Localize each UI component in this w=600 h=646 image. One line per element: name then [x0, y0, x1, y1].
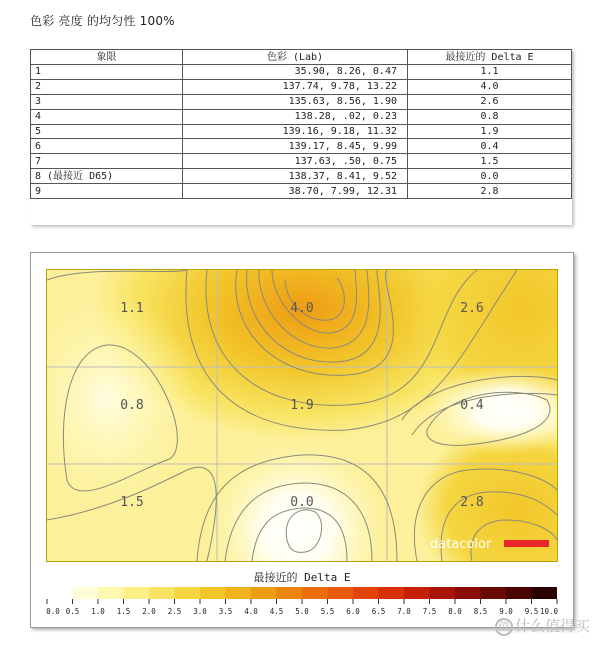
color-scale-cell	[532, 587, 558, 599]
color-scale-cell	[149, 587, 175, 599]
table-row	[31, 184, 572, 199]
lab-cell: 137.74, 9.78, 13.22	[183, 79, 408, 94]
color-scale-tick-label: 0.5	[65, 607, 80, 616]
delta-e-cell: 0.4	[408, 139, 572, 154]
color-scale-cell	[379, 587, 405, 599]
lab-cell: 139.17, 8.45, 9.99	[183, 139, 408, 154]
color-scale-tick-label: 4.5	[269, 607, 284, 616]
color-scale-tick-label: 7.5	[422, 607, 437, 616]
cell-value-label: 0.4	[460, 398, 484, 413]
cell-value-label: 4.0	[290, 301, 314, 316]
delta-e-cell: 1.5	[408, 154, 572, 169]
color-scale-tick-label: 2.0	[142, 607, 156, 616]
color-scale-tick-label: 7.0	[397, 607, 411, 616]
lab-cell: 135.63, 8.56, 1.90	[183, 94, 408, 109]
lab-cell: 138.37, 8.41, 9.52	[183, 169, 408, 184]
color-scale-ticks	[46, 599, 558, 616]
table-row	[31, 124, 572, 139]
quadrant-cell: 2	[31, 79, 183, 94]
delta-e-cell: 2.8	[408, 184, 572, 199]
color-scale-cell	[455, 587, 481, 599]
color-scale-cell	[353, 587, 379, 599]
lab-cell: 35.90, 8.26, 0.47	[183, 65, 408, 80]
quadrant-cell: 9	[31, 184, 183, 199]
brand-logo-text: datacolor	[430, 537, 492, 552]
color-scale	[46, 587, 558, 621]
cell-value-label: 0.8	[120, 398, 144, 413]
uniformity-map	[46, 269, 558, 562]
table-row	[31, 79, 572, 94]
quadrant-cell: 1	[31, 65, 183, 80]
color-scale-tick-label: 1.5	[116, 607, 131, 616]
color-scale-tick-label: 8.0	[448, 607, 462, 616]
uniformity-heatmap-svg	[47, 270, 557, 561]
lab-cell: 137.63, .50, 0.75	[183, 154, 408, 169]
quadrant-cell: 5	[31, 124, 183, 139]
watermark	[495, 615, 590, 636]
cell-value-label: 1.1	[120, 301, 144, 316]
quadrant-cell: 8 (最接近 D65)	[31, 169, 183, 184]
watermark-text: 什么值得买	[514, 617, 590, 635]
lab-cell: 38.70, 7.99, 12.31	[183, 184, 408, 199]
color-scale-cell	[124, 587, 150, 599]
color-scale-tick-label: 6.0	[346, 607, 360, 616]
color-scale-tick-label: 0.0	[46, 607, 60, 616]
color-scale-cell	[328, 587, 354, 599]
color-scale-tick-label: 5.5	[320, 607, 335, 616]
quadrant-cell: 7	[31, 154, 183, 169]
cell-value-label: 0.0	[290, 495, 314, 510]
delta-e-cell: 2.6	[408, 94, 572, 109]
cell-value-label: 1.9	[290, 398, 314, 413]
color-scale-cell	[226, 587, 252, 599]
color-scale-cell	[98, 587, 124, 599]
color-scale-cell	[47, 587, 73, 599]
cell-value-label: 2.6	[460, 301, 484, 316]
table-header-row	[31, 50, 572, 65]
table-row	[31, 154, 572, 169]
lab-table-container	[30, 49, 572, 225]
color-scale-cell	[404, 587, 430, 599]
color-scale-tick-label: 10.0	[539, 607, 558, 616]
color-scale-tick-label: 5.0	[295, 607, 309, 616]
lab-cell: 138.28, .02, 0.23	[183, 109, 408, 124]
color-scale-tick-label: 3.5	[218, 607, 233, 616]
quadrant-cell: 4	[31, 109, 183, 124]
color-scale-cell	[251, 587, 277, 599]
color-scale-tick-label: 1.0	[91, 607, 105, 616]
brand-logo-bar	[504, 540, 549, 547]
color-scale-cell	[506, 587, 532, 599]
delta-e-cell: 0.0	[408, 169, 572, 184]
color-scale-cell	[302, 587, 328, 599]
delta-e-cell: 0.8	[408, 109, 572, 124]
delta-e-cell: 1.1	[408, 65, 572, 80]
lab-table	[30, 49, 572, 199]
color-scale-cell	[430, 587, 456, 599]
table-row	[31, 109, 572, 124]
page-title: 色彩 亮度 的均匀性 100%	[30, 14, 175, 28]
delta-e-cell: 1.9	[408, 124, 572, 139]
color-scale-tick-label: 3.0	[193, 607, 207, 616]
color-scale-tick-label: 9.0	[499, 607, 513, 616]
color-scale-tick-label: 6.5	[371, 607, 386, 616]
color-scale-cell	[175, 587, 201, 599]
lab-cell: 139.16, 9.18, 11.32	[183, 124, 408, 139]
delta-e-cell: 4.0	[408, 79, 572, 94]
table-row	[31, 94, 572, 109]
cell-value-label: 1.5	[120, 495, 144, 510]
color-scale-cell	[73, 587, 99, 599]
uniformity-map-panel	[30, 252, 574, 628]
header-delta-e: 最接近的 Delta E	[408, 50, 572, 65]
table-row	[31, 139, 572, 154]
color-scale-cell	[481, 587, 507, 599]
color-scale-tick-label: 2.5	[167, 607, 182, 616]
table-row	[31, 65, 572, 80]
color-scale-tick-label: 9.5	[524, 607, 539, 616]
quadrant-cell: 3	[31, 94, 183, 109]
color-scale-tick-label: 4.0	[244, 607, 258, 616]
color-scale-cells	[47, 587, 557, 599]
table-row	[31, 169, 572, 184]
color-scale-cell	[277, 587, 303, 599]
quadrant-cell: 6	[31, 139, 183, 154]
smzdm-logo-icon: 值	[495, 618, 513, 636]
color-scale-tick-label: 8.5	[473, 607, 488, 616]
header-lab: 色彩 (Lab)	[183, 50, 408, 65]
color-scale-cell	[200, 587, 226, 599]
cell-value-label: 2.8	[460, 495, 484, 510]
header-quadrant: 象限	[31, 50, 183, 65]
legend-title: 最接近的 Delta E	[253, 571, 351, 584]
